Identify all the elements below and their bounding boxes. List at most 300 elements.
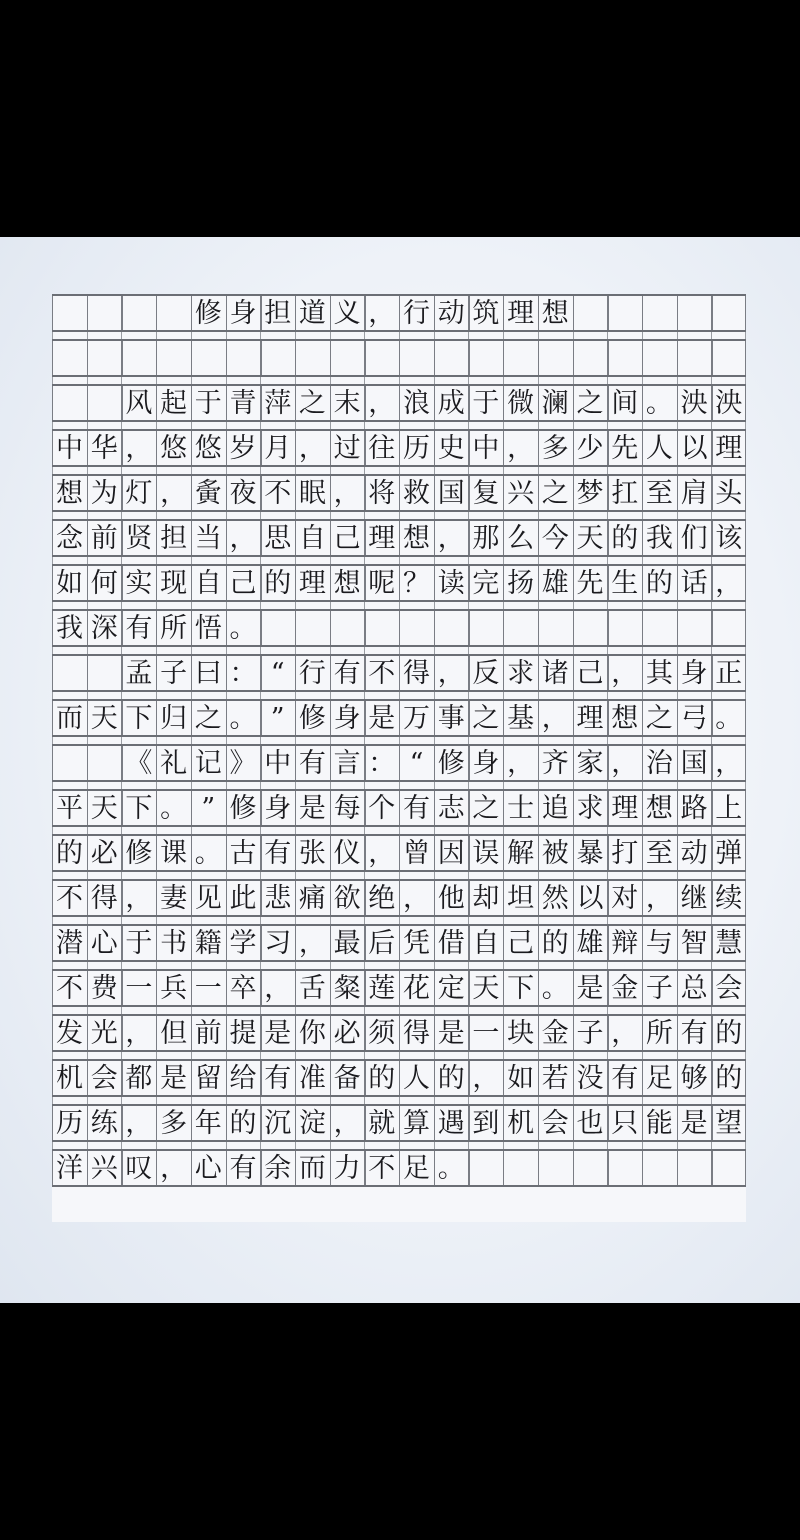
grid-line [330, 827, 331, 834]
grid-line [745, 602, 746, 609]
row-gap [52, 422, 746, 429]
grid-line [226, 1052, 227, 1059]
grid-line [642, 962, 643, 969]
grid-line [87, 647, 88, 654]
grid-line [52, 557, 53, 564]
grid-cell: 金 [611, 972, 639, 1004]
grid-cell: 习 [264, 927, 292, 959]
grid-cell: ， [229, 522, 257, 554]
grid-cell: 微 [507, 387, 535, 419]
grid-cell: 归 [160, 702, 188, 734]
grid-line [191, 422, 192, 429]
grid-cell: 月 [264, 432, 292, 464]
grid-line [260, 422, 261, 429]
grid-line [399, 917, 400, 924]
grid-cell: 万 [403, 702, 430, 734]
grid-line [87, 467, 88, 474]
grid-line [711, 422, 712, 429]
grid-cell: 痛 [298, 882, 326, 914]
row-gap [52, 1007, 746, 1014]
grid-line [260, 827, 261, 834]
grid-row [52, 699, 746, 737]
grid-cell: 就 [368, 1107, 396, 1139]
grid-line [87, 1007, 88, 1014]
grid-line [260, 962, 261, 969]
grid-line [607, 332, 608, 339]
grid-cell [52, 296, 87, 330]
grid-cell: 。 [194, 837, 222, 869]
grid-line [364, 1052, 365, 1059]
grid-cell: 士 [507, 792, 535, 824]
grid-cell: 理 [368, 522, 396, 554]
grid-cell: 成 [437, 387, 465, 419]
grid-line [399, 377, 400, 384]
grid-cell: 青 [229, 387, 257, 419]
grid-line [364, 692, 365, 699]
grid-line [607, 827, 608, 834]
grid-line [711, 962, 712, 969]
grid-line [52, 1097, 53, 1104]
grid-line [745, 1097, 746, 1104]
grid-cell: ， [715, 567, 743, 599]
grid-line [711, 1052, 712, 1059]
grid-line [607, 341, 608, 375]
row-gap [52, 332, 746, 339]
grid-cell: 下 [507, 972, 535, 1004]
grid-line [745, 692, 746, 699]
grid-line [295, 782, 296, 789]
grid-cell: ， [715, 747, 743, 779]
grid-cell: 雄 [541, 567, 569, 599]
grid-cell: 没 [576, 1062, 604, 1094]
grid-line [642, 1097, 643, 1104]
grid-cell: 求 [576, 792, 604, 824]
row-gap [52, 467, 746, 474]
grid-line [121, 602, 122, 609]
grid-line [399, 962, 400, 969]
grid-cell: 的 [715, 1062, 743, 1094]
grid-line [434, 1007, 435, 1014]
grid-line [260, 332, 261, 339]
grid-cell: 自 [298, 522, 326, 554]
grid-line [295, 1007, 296, 1014]
grid-line [364, 422, 365, 429]
grid-cell [87, 296, 122, 330]
grid-cell: 雄 [576, 927, 604, 959]
grid-line [87, 422, 88, 429]
grid-line [399, 557, 400, 564]
grid-line [434, 422, 435, 429]
grid-cell: 梦 [576, 477, 604, 509]
grid-line [330, 557, 331, 564]
grid-cell: 张 [298, 837, 326, 869]
grid-cell: 有 [333, 657, 361, 689]
grid-cell: 。 [541, 972, 569, 1004]
grid-cell: 当 [194, 522, 222, 554]
grid-row [52, 789, 746, 827]
grid-cell: 光 [90, 1017, 118, 1049]
grid-line [468, 467, 469, 474]
row-gap [52, 557, 746, 564]
grid-line [468, 341, 469, 375]
grid-cell: 若 [541, 1062, 569, 1094]
grid-line [503, 647, 504, 654]
grid-cell: 有 [264, 837, 292, 869]
grid-line [538, 1097, 539, 1104]
grid-line [52, 962, 53, 969]
grid-line [745, 782, 746, 789]
grid-line [745, 377, 746, 384]
grid-line [434, 1052, 435, 1059]
grid-line [745, 1007, 746, 1014]
grid-cell: 打 [611, 837, 639, 869]
grid-line [642, 782, 643, 789]
grid-line [226, 827, 227, 834]
row-gap [52, 512, 746, 519]
grid-cell: 余 [264, 1152, 292, 1184]
grid-cell: 足 [403, 1152, 430, 1184]
grid-cell: 继 [680, 882, 708, 914]
grid-cell: 读 [437, 567, 465, 599]
grid-cell: 正 [715, 657, 743, 689]
grid-cell: 的 [368, 1062, 396, 1094]
grid-row [52, 339, 746, 377]
grid-line [156, 1052, 157, 1059]
grid-line [121, 467, 122, 474]
grid-line [677, 827, 678, 834]
grid-line [468, 602, 469, 609]
grid-cell: 人 [403, 1062, 430, 1094]
grid-line [607, 872, 608, 879]
grid-line [434, 827, 435, 834]
grid-line [503, 512, 504, 519]
grid-line [573, 917, 574, 924]
grid-line [711, 917, 712, 924]
grid-line [711, 1151, 712, 1185]
grid-line [295, 692, 296, 699]
grid-line [607, 962, 608, 969]
grid-cell: 如 [507, 1062, 535, 1094]
grid-line [191, 512, 192, 519]
grid-cell: 往 [368, 432, 396, 464]
grid-cell: 兴 [90, 1152, 118, 1184]
grid-cell: 然 [541, 882, 569, 914]
grid-cell: 头 [715, 477, 743, 509]
grid-line [642, 602, 643, 609]
grid-cell: 中 [56, 432, 83, 464]
grid-cell: 智 [680, 927, 708, 959]
grid-line [573, 377, 574, 384]
grid-line [573, 872, 574, 879]
grid-line [295, 332, 296, 339]
grid-line [260, 1097, 261, 1104]
grid-cell: 。 [645, 387, 673, 419]
grid-line [711, 332, 712, 339]
grid-line [573, 1142, 574, 1149]
grid-line [677, 296, 678, 330]
grid-line [573, 647, 574, 654]
grid-line [573, 467, 574, 474]
grid-cell: 此 [229, 882, 257, 914]
grid-cell: 兴 [507, 477, 535, 509]
grid-cell: ： [368, 747, 396, 779]
grid-cell: ， [264, 972, 292, 1004]
grid-line [573, 422, 574, 429]
grid-cell: 潜 [56, 927, 83, 959]
grid-cell: 妻 [160, 882, 188, 914]
grid-cell: 以 [680, 432, 708, 464]
grid-line [121, 647, 122, 654]
grid-cell: 费 [90, 972, 118, 1004]
grid-cell: 为 [90, 477, 118, 509]
grid-cell: 解 [507, 837, 535, 869]
grid-cell: 子 [160, 657, 188, 689]
grid-cell: 暴 [576, 837, 604, 869]
grid-cell: 练 [90, 1107, 118, 1139]
grid-cell: 之 [541, 477, 569, 509]
grid-line [677, 377, 678, 384]
grid-line [745, 872, 746, 879]
grid-cell: ， [368, 387, 396, 419]
grid-cell: 备 [333, 1062, 361, 1094]
grid-line [434, 611, 435, 645]
grid-line [468, 512, 469, 519]
grid-line [52, 377, 53, 384]
grid-cell: 与 [645, 927, 673, 959]
grid-cell: 有 [403, 792, 430, 824]
row-gap [52, 377, 746, 384]
grid-cell: 够 [680, 1062, 708, 1094]
grid-line [226, 377, 227, 384]
grid-cell: 绝 [368, 882, 396, 914]
grid-cell: 是 [160, 1062, 188, 1094]
grid-line [677, 512, 678, 519]
grid-line [330, 602, 331, 609]
grid-cell: 理 [298, 567, 326, 599]
grid-line [642, 737, 643, 744]
grid-cell: 坦 [507, 882, 535, 914]
row-gap [52, 692, 746, 699]
grid-line [745, 647, 746, 654]
grid-cell: 花 [403, 972, 430, 1004]
grid-line [711, 647, 712, 654]
grid-cell: 却 [472, 882, 500, 914]
grid-line [52, 512, 53, 519]
grid-line [677, 962, 678, 969]
grid-cell: 卒 [229, 972, 257, 1004]
grid-cell: 的 [437, 1062, 465, 1094]
row-gap [52, 1142, 746, 1149]
grid-line [434, 377, 435, 384]
grid-cell: 机 [56, 1062, 83, 1094]
grid-cell: 得 [403, 657, 430, 689]
grid-cell: 他 [437, 882, 465, 914]
grid-line [87, 692, 88, 699]
grid-line [191, 647, 192, 654]
grid-cell: 深 [90, 612, 118, 644]
grid-line [156, 917, 157, 924]
grid-cell: 于 [472, 387, 500, 419]
grid-line [711, 557, 712, 564]
grid-cell: 担 [264, 297, 292, 329]
grid-line [745, 737, 746, 744]
grid-line [191, 341, 192, 375]
grid-line [607, 1052, 608, 1059]
grid-line [607, 647, 608, 654]
grid-line [607, 602, 608, 609]
grid-line [121, 557, 122, 564]
grid-cell: 见 [194, 882, 222, 914]
grid-cell: 望 [715, 1107, 743, 1139]
grid-line [226, 602, 227, 609]
grid-line [677, 422, 678, 429]
grid-cell: 话 [680, 567, 708, 599]
grid-line [468, 917, 469, 924]
grid-line [642, 467, 643, 474]
grid-line [364, 1142, 365, 1149]
grid-cell: 机 [507, 1107, 535, 1139]
grid-line [156, 692, 157, 699]
grid-line [295, 1142, 296, 1149]
grid-line [434, 1142, 435, 1149]
grid-cell: 义 [333, 297, 361, 329]
row-gap [52, 602, 746, 609]
grid-line [573, 341, 574, 375]
essay-grid-paper [52, 294, 746, 1222]
grid-cell: 想 [645, 792, 673, 824]
grid-cell: 灯 [125, 477, 153, 509]
grid-cell: 之 [298, 387, 326, 419]
grid-cell: 悠 [160, 432, 188, 464]
grid-cell: 悠 [194, 432, 222, 464]
grid-cell: 过 [333, 432, 361, 464]
grid-line [711, 692, 712, 699]
grid-line [330, 512, 331, 519]
grid-cell: 之 [472, 702, 500, 734]
grid-cell: 记 [194, 747, 222, 779]
grid-line [330, 467, 331, 474]
grid-cell: 岁 [229, 432, 257, 464]
grid-cell: 动 [680, 837, 708, 869]
grid-cell: 事 [437, 702, 465, 734]
grid-cell: 之 [194, 702, 222, 734]
grid-cell: ， [507, 432, 535, 464]
grid-line [434, 1097, 435, 1104]
grid-cell: 最 [333, 927, 361, 959]
grid-line [364, 467, 365, 474]
grid-cell: “ [270, 657, 285, 689]
grid-cell: ， [611, 657, 639, 689]
grid-cell: 行 [403, 297, 430, 329]
grid-cell: 是 [437, 1017, 465, 1049]
grid-cell: 夤 [194, 477, 222, 509]
grid-line [711, 611, 712, 645]
grid-line [87, 827, 88, 834]
grid-line [295, 827, 296, 834]
grid-cell: ， [333, 477, 361, 509]
grid-line [538, 422, 539, 429]
grid-line [260, 602, 261, 609]
grid-line [191, 962, 192, 969]
grid-line [642, 557, 643, 564]
grid-cell: 叹 [125, 1152, 153, 1184]
grid-cell: 弹 [715, 837, 743, 869]
grid-line [538, 602, 539, 609]
grid-row [52, 384, 746, 422]
grid-line [573, 692, 574, 699]
grid-cell [52, 746, 87, 780]
grid-line [573, 332, 574, 339]
grid-cell: 沉 [264, 1107, 292, 1139]
grid-cell: 必 [90, 837, 118, 869]
grid-line [711, 467, 712, 474]
grid-line [330, 1052, 331, 1059]
grid-cell: 想 [56, 477, 83, 509]
grid-line [538, 737, 539, 744]
grid-cell: 贤 [125, 522, 153, 554]
grid-cell: 子 [645, 972, 673, 1004]
grid-line [156, 1142, 157, 1149]
grid-line [677, 557, 678, 564]
grid-line [503, 1142, 504, 1149]
grid-line [295, 467, 296, 474]
grid-line [191, 872, 192, 879]
grid-cell: 如 [56, 567, 83, 599]
grid-line [503, 692, 504, 699]
grid-line [226, 692, 227, 699]
grid-line [87, 341, 88, 375]
grid-cell: 华 [90, 432, 118, 464]
grid-line [468, 872, 469, 879]
grid-cell: 上 [715, 792, 743, 824]
grid-line [538, 917, 539, 924]
grid-cell: 我 [56, 612, 83, 644]
grid-cell: 筑 [472, 297, 500, 329]
grid-cell: 定 [437, 972, 465, 1004]
grid-cell: 天 [90, 702, 118, 734]
grid-cell: 至 [645, 837, 673, 869]
grid-line [538, 1142, 539, 1149]
grid-line [677, 737, 678, 744]
grid-line [156, 422, 157, 429]
grid-cell: 金 [541, 1017, 569, 1049]
grid-cell: 心 [90, 927, 118, 959]
row-gap [52, 962, 746, 969]
grid-cell: 修 [437, 747, 465, 779]
grid-line [121, 1007, 122, 1014]
grid-line [607, 296, 608, 330]
grid-line [260, 782, 261, 789]
grid-line [434, 782, 435, 789]
grid-cell: 萍 [264, 387, 292, 419]
grid-cell: 国 [680, 747, 708, 779]
grid-line [87, 1052, 88, 1059]
grid-line [121, 782, 122, 789]
grid-cell: 孟 [125, 657, 153, 689]
grid-cell: 于 [194, 387, 222, 419]
grid-line [52, 332, 53, 339]
grid-cell: ， [125, 432, 153, 464]
grid-cell: 想 [403, 522, 430, 554]
grid-line [191, 1097, 192, 1104]
grid-row [52, 474, 746, 512]
grid-line [642, 872, 643, 879]
grid-line [260, 341, 261, 375]
grid-line [226, 872, 227, 879]
grid-line [226, 332, 227, 339]
grid-line [87, 962, 88, 969]
grid-cell: 多 [541, 432, 569, 464]
